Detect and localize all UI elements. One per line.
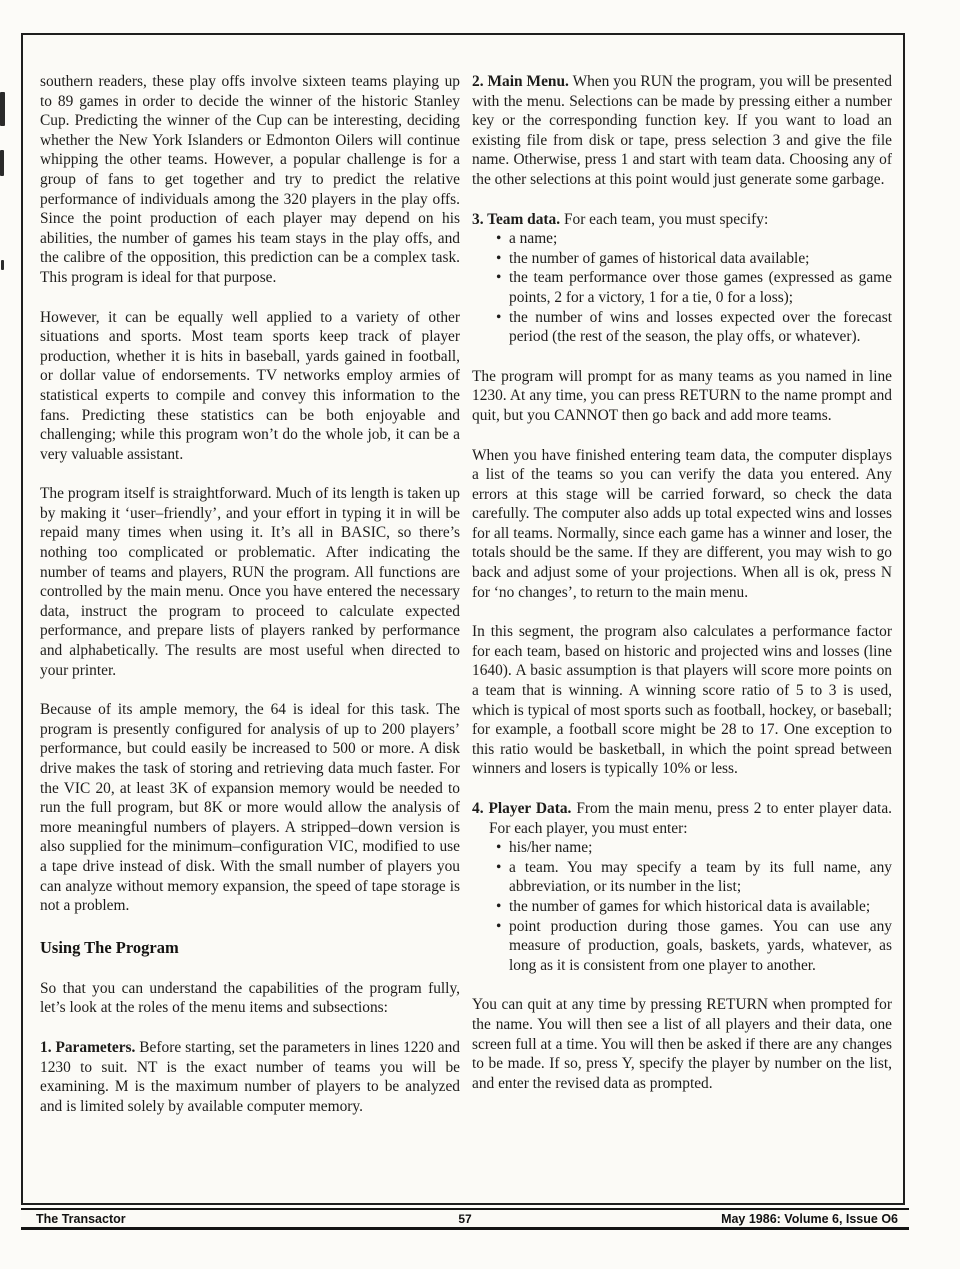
numbered-item-label: 1. Parameters. [40, 1038, 136, 1056]
bullet-item: • a name; [496, 229, 892, 249]
numbered-item-main-menu [472, 72, 892, 190]
bullet-item: • the number of games of historical data available; [496, 249, 892, 269]
page-footer [21, 1208, 909, 1230]
bullet-item: • the number of games for which historical data is available; [496, 897, 892, 917]
article-body [40, 72, 892, 1136]
scan-artifact [1, 260, 4, 270]
numbered-item-player-data [472, 799, 892, 838]
numbered-item-parameters [40, 1038, 460, 1116]
scan-artifact [0, 150, 4, 176]
player-data-bullet-list [472, 838, 892, 975]
section-heading: Using The Program [40, 937, 179, 957]
bullet-item: • point production during those games. You can use any measure of production, goals, baskets, yards, whatever, as long as it is consistent from one player to another. [496, 917, 892, 976]
body-paragraph: So that you can understand the capabilities of the program fully, let’s look at the roles of the menu items and subsections: [40, 979, 460, 1017]
numbered-item-text: When you RUN the program, you will be presented with the menu. Selections can be made by pressing either a number key or the corresponding function key. If you want to load an existing file from disk or tape, press selection 3 and give the file name. Otherwise, press 1 and start with team data. Choosing any of the other selections at this point would just generate some garbage. [472, 73, 892, 188]
numbered-item-label: 2. Main Menu. [472, 73, 569, 90]
numbered-item-text: For each team, you must specify: [563, 210, 769, 228]
numbered-item-text: From the main menu, press 2 to enter player data. For each player, you must enter: [489, 800, 892, 837]
bullet-item: • the number of wins and losses expected over the forecast period (the rest of the season, the play offs, or whatever). [496, 308, 892, 347]
bullet-item: • the team performance over those games (expressed as game points, 2 for a victory, 1 for a tie, 0 for a loss); [496, 268, 892, 307]
footer-issue: May 1986: Volume 6, Issue O6 [721, 1211, 898, 1226]
footer-publication-name: The Transactor [36, 1211, 126, 1226]
team-data-bullet-list [472, 229, 892, 347]
body-paragraph: Because of its ample memory, the 64 is ideal for this task. The program is presently configured for analysis of up to 200 players’ performance, but could easily be increased to 500 or more. A disk drive makes the task of storing and retrieving data much faster. For the VIC 20, at least 3K of expansion memory would be needed to run the full program, but 8K or more would allow the analysis of more meaningful numbers of players. A stripped–down version is also supplied for the minimum–configuration VIC, modified to use a tape drive instead of disk. With the small number of players you can analyze without memory expansion, the speed of tape storage is not a problem. [40, 701, 460, 915]
body-paragraph: However, it can be equally well applied to a variety of other situations and sports. Most team sports keep track of player production, whether it is hits in baseball, yards gained in football, or dollar value of endorsements. TV networks employ armies of statistical experts to compile and convey this information to the fans. Predicting these statistics can be both enjoyable and challenging; while this program won’t do the whole job, it can be a very valuable assistant. [40, 308, 460, 463]
numbered-item-team-data [472, 210, 892, 230]
numbered-item-label: 3. Team data. [472, 210, 561, 228]
body-paragraph: You can quit at any time by pressing RETURN when prompted for the name. You will then see a list of all players and their data, one screen full at a time. You will then be asked if there are any changes to be made. If so, press Y, specify the player by number on the list, and enter the revised data as prompted. [472, 996, 892, 1092]
left-column [40, 72, 460, 1136]
body-paragraph: southern readers, these play offs involve sixteen teams playing up to 89 games in order to decide the winner of the historic Stanley Cup. Predicting the winner of the Cup can be interesting, deciding whether the New York Islanders or Edmonton Oilers will continue whipping the other teams. However, a popular challenge is for a group of fans to get together and try to predict the relative performance of individuals among the 320 players in the play offs. Since the point production of each player may depend on his abilities, the number of games his team stays in the play offs, and the calibre of the opposition, this prediction can be a complex task. This program is ideal for that purpose. [40, 73, 460, 286]
body-paragraph: The program itself is straightforward. Much of its length is taken up by making it ‘user–friendly’, and your effort in typing it in will be repaid many times when using it. It’s all in BASIC, so there’s nothing too complicated or problematic. After indicating the number of teams and players, RUN the program. All functions are controlled by the main menu. Once you have entered the necessary data, instruct the program to proceed to calculate expected performance, and prepare lists of players ranked by performance and alphabetically. The results are most useful when directed to your printer. [40, 485, 460, 679]
numbered-item-text: Before starting, set the parameters in lines 1220 and 1230 to suit. NT is the exact number of teams you will be examining. M is the maximum number of players to be analyzed and is limited solely by available computer memory. [40, 1038, 460, 1115]
footer-page-number: 57 [458, 1211, 472, 1226]
body-paragraph: In this segment, the program also calculates a performance factor for each team, based on historic and projected wins and losses (line 1640). A basic assumption is that players will score more points on a team that is winning. A winning score ratio of 5 to 3 is used, which is typical of most sports such as football, hockey, or baseball; for example, a football score might be 28 to 17. One exception to this ratio would be basketball, in which the point spread between winners and losers is typically 10% or less. [472, 623, 892, 778]
bullet-item: • his/her name; [496, 838, 892, 858]
numbered-item-label: 4. Player Data. [472, 800, 572, 817]
bullet-item: • a team. You may specify a team by its full name, any abbreviation, or its number in the list; [496, 858, 892, 897]
body-paragraph: The program will prompt for as many teams as you named in line 1230. At any time, you can press RETURN to the name prompt and quit, but you CANNOT then go back and add more teams. [472, 367, 892, 424]
scan-artifact [0, 92, 5, 126]
body-paragraph: When you have finished entering team data, the computer displays a list of the teams so you can verify the data you entered. Any errors at this stage will be carried forward, so check the data carefully. The computer also adds up total expected wins and losses for all teams. Normally, since each game has a winner and loser, the totals should be the same. If they are different, you may wish to go back and adjust some of your projections. When all is ok, press N for ‘no changes’, to return to the main menu. [472, 446, 892, 601]
right-column [472, 72, 892, 1136]
